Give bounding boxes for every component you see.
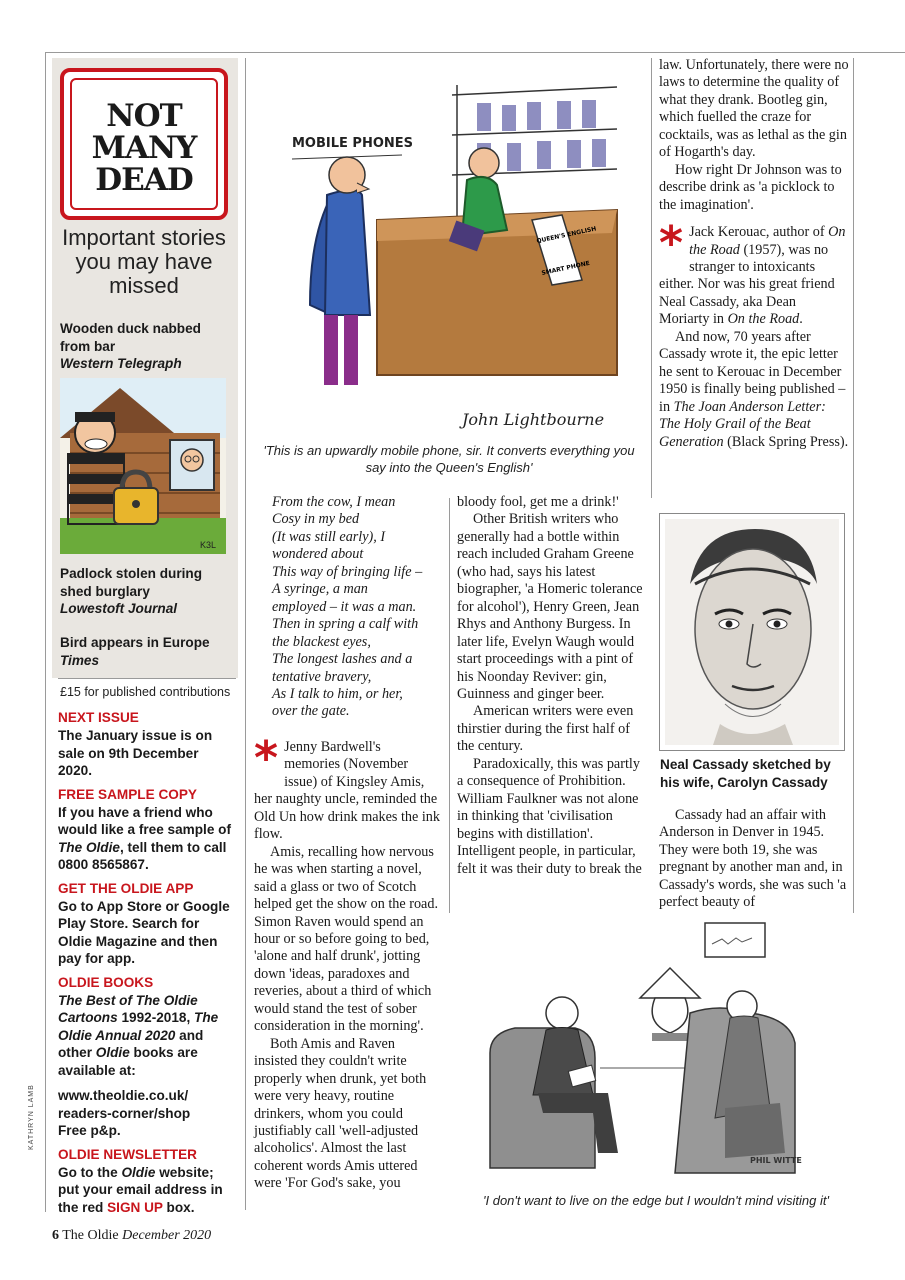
article-column-3-continued: Cassady had an affair with Anderson in Denver in 1945. They were both 19, she was pregnant by another man and, in Cassady's words, she was such 'a perfect beauty of bbox=[659, 807, 847, 911]
badge-title: NOT MANY DEAD bbox=[91, 98, 197, 198]
burglar-cartoon bbox=[60, 378, 226, 554]
page-number: 6 bbox=[52, 1228, 59, 1243]
sign-up-link[interactable]: SIGN UP bbox=[107, 1199, 163, 1215]
article-column-2: bloody fool, get me a drink!' Other British writers who generally had a bottle within reach included Graham Greene (who had, says his latest biographer, 'a Homeric tolerance for alcohol'), Henry Green, Jean Rhys and Anthony Burgess. In later life, Evelyn Waugh would start proceedings with a pint of his Noonday Reviver: gin, Guinness and ginger beer. American writers were even thirstier during the first half of the century. Paradoxically, this was partly a consequence of Prohibition. William Faulkner was not alone in thinking that 'civilisation begins with distillation'. Intelligent people, in particular, felt it was their duty to break the bbox=[457, 494, 643, 877]
armchair-cartoon bbox=[480, 918, 840, 1186]
box-label-1: QUEEN'S ENGLISH bbox=[535, 225, 597, 245]
sidebar-subtitle: Important stories you may have missed bbox=[62, 225, 226, 298]
contributions-note: £15 for published contributions bbox=[60, 685, 231, 699]
cartoon2-caption: 'I don't want to live on the edge but I wouldn't mind visiting it' bbox=[483, 1193, 829, 1208]
poem-line: over the gate. bbox=[272, 703, 350, 720]
poem-line: The longest lashes and a bbox=[272, 651, 413, 668]
box-label-2: SMART PHONE bbox=[540, 259, 591, 277]
poem-line: wondered about bbox=[272, 546, 364, 563]
story-source: Lowestoft Journal bbox=[60, 601, 178, 616]
column-rule-4 bbox=[853, 58, 854, 913]
free-sample-body: If you have a friend who would like a free sample of The Oldie, tell them to call 0800 8565867. bbox=[58, 804, 231, 872]
story-1 bbox=[60, 320, 230, 373]
story-headline: Bird appears in Europe bbox=[60, 635, 210, 650]
story-headline: Wooden duck nabbed from bar bbox=[60, 321, 201, 354]
poem-line: employed – it was a man. bbox=[272, 598, 417, 615]
poem-line: This way of bringing life – bbox=[272, 563, 423, 580]
story-source: Times bbox=[60, 652, 100, 668]
not-many-dead-badge bbox=[60, 68, 228, 220]
cartoon1-caption: 'This is an upwardly mobile phone, sir. It converts everything you say into the Queen's English' bbox=[263, 443, 635, 475]
sidebar-divider bbox=[58, 678, 236, 679]
books-pp: Free p&p. bbox=[58, 1123, 121, 1138]
cartoon-signature: K3L bbox=[200, 540, 217, 550]
poem-line: tentative bravery, bbox=[272, 668, 372, 685]
page-footer: 6 The Oldie December 2020 bbox=[52, 1228, 212, 1243]
story-3 bbox=[60, 634, 230, 669]
poem-line: Then in spring a calf with bbox=[272, 616, 419, 633]
cartoon1-signature: John Lightbourne bbox=[462, 410, 605, 429]
next-issue-body: The January issue is on sale on 9th December 2020. bbox=[58, 728, 213, 778]
poem-line: the blackest eyes, bbox=[272, 633, 371, 650]
poem-line: A syringe, a man bbox=[272, 581, 368, 598]
info-blocks bbox=[58, 709, 234, 1216]
poem-line: (It was still early), I bbox=[272, 528, 386, 545]
column-rule-3 bbox=[651, 58, 652, 498]
column-rule-2 bbox=[449, 498, 450, 913]
left-rule bbox=[45, 52, 46, 1212]
poem-line: From the cow, I mean bbox=[272, 494, 396, 510]
story-source: Western Telegraph bbox=[60, 356, 182, 371]
newsletter-title: OLDIE NEWSLETTER bbox=[58, 1146, 197, 1162]
cartoon2-signature: PHIL WITTE bbox=[750, 1156, 802, 1165]
cassady-photo-caption: Neal Cassady sketched by his wife, Carolyn Cassady bbox=[660, 757, 831, 790]
books-body: The Best of The Oldie Cartoons 1992-2018, The Oldie Annual 2020 and other Oldie books are available at: bbox=[58, 992, 219, 1078]
neal-cassady-sketch bbox=[659, 513, 845, 751]
free-sample-title: FREE SAMPLE COPY bbox=[58, 786, 197, 802]
story-2 bbox=[60, 565, 230, 618]
illustrator-credit: KATHRYN LAMB bbox=[28, 1084, 35, 1150]
poem-line: As I talk to him, or her, bbox=[272, 685, 403, 702]
asterisk-icon: * bbox=[254, 731, 279, 785]
asterisk-icon: * bbox=[659, 216, 684, 271]
books-url[interactable]: www.theoldie.co.uk/ readers-corner/shop bbox=[58, 1088, 191, 1121]
article-column-3: law. Unfortunately, there were no laws to determine the quality of what they drank. Bootleg gin, which fuelled the craze for cocktails, was as lethal as the gin of Hogarth's day. How right Dr Johnson was to describe drink as 'a picklock to the imagination'. * Jack Kerouac, author of On the Road (1957), was no stranger to intoxicants either. Nor was his great friend Neal Cassady, aka Dean Moriarty in On the Road. And now, 70 years after Cassady wrote it, the epic letter he sent to Kerouac in December 1950 is finally being published – in The Joan Anderson Letter: The Holy Grail of the Beat Generation (Black Spring Press). bbox=[659, 57, 849, 450]
poem bbox=[272, 494, 444, 721]
poem-line: Cosy in my bed bbox=[272, 511, 360, 528]
next-issue-title: NEXT ISSUE bbox=[58, 710, 139, 725]
newsletter-body: Go to the Oldie website; put your email address in the red SIGN UP box. bbox=[58, 1164, 223, 1215]
story-headline: Padlock stolen during shed burglary bbox=[60, 566, 202, 599]
article-column-1: * Jenny Bardwell's memories (November issue) of Kingsley Amis, her naughty uncle, reminded the Old Un how drink makes the ink flow. Amis, recalling how nervous he was when starting a novel, said a glass or two of Scotch helped get the show on the road. Simon Raven would spend an hour or so before going to bed, 'alone and half drunk', jotting down 'ideas, paradoxes and reveries, about a third of which would stand the test of sober consideration in the morning'. Both Amis and Raven insisted they couldn't write properly when drunk, yet both were very heavy, routine drinkers, whom you could justifiably call 'well-adjusted alcoholics'. Almost the last coherent words Amis uttered were 'For God's sake, you bbox=[254, 731, 440, 1192]
mobile-phones-cartoon bbox=[262, 75, 632, 435]
column-rule-1 bbox=[245, 58, 246, 1210]
app-title: GET THE OLDIE APP bbox=[58, 880, 194, 896]
top-rule bbox=[45, 52, 905, 53]
app-body: Go to App Store or Google Play Store. Search for Oldie Magazine and then pay for app. bbox=[58, 898, 230, 966]
books-title: OLDIE BOOKS bbox=[58, 974, 154, 990]
mobile-phones-sign: MOBILE PHONES bbox=[292, 136, 414, 151]
